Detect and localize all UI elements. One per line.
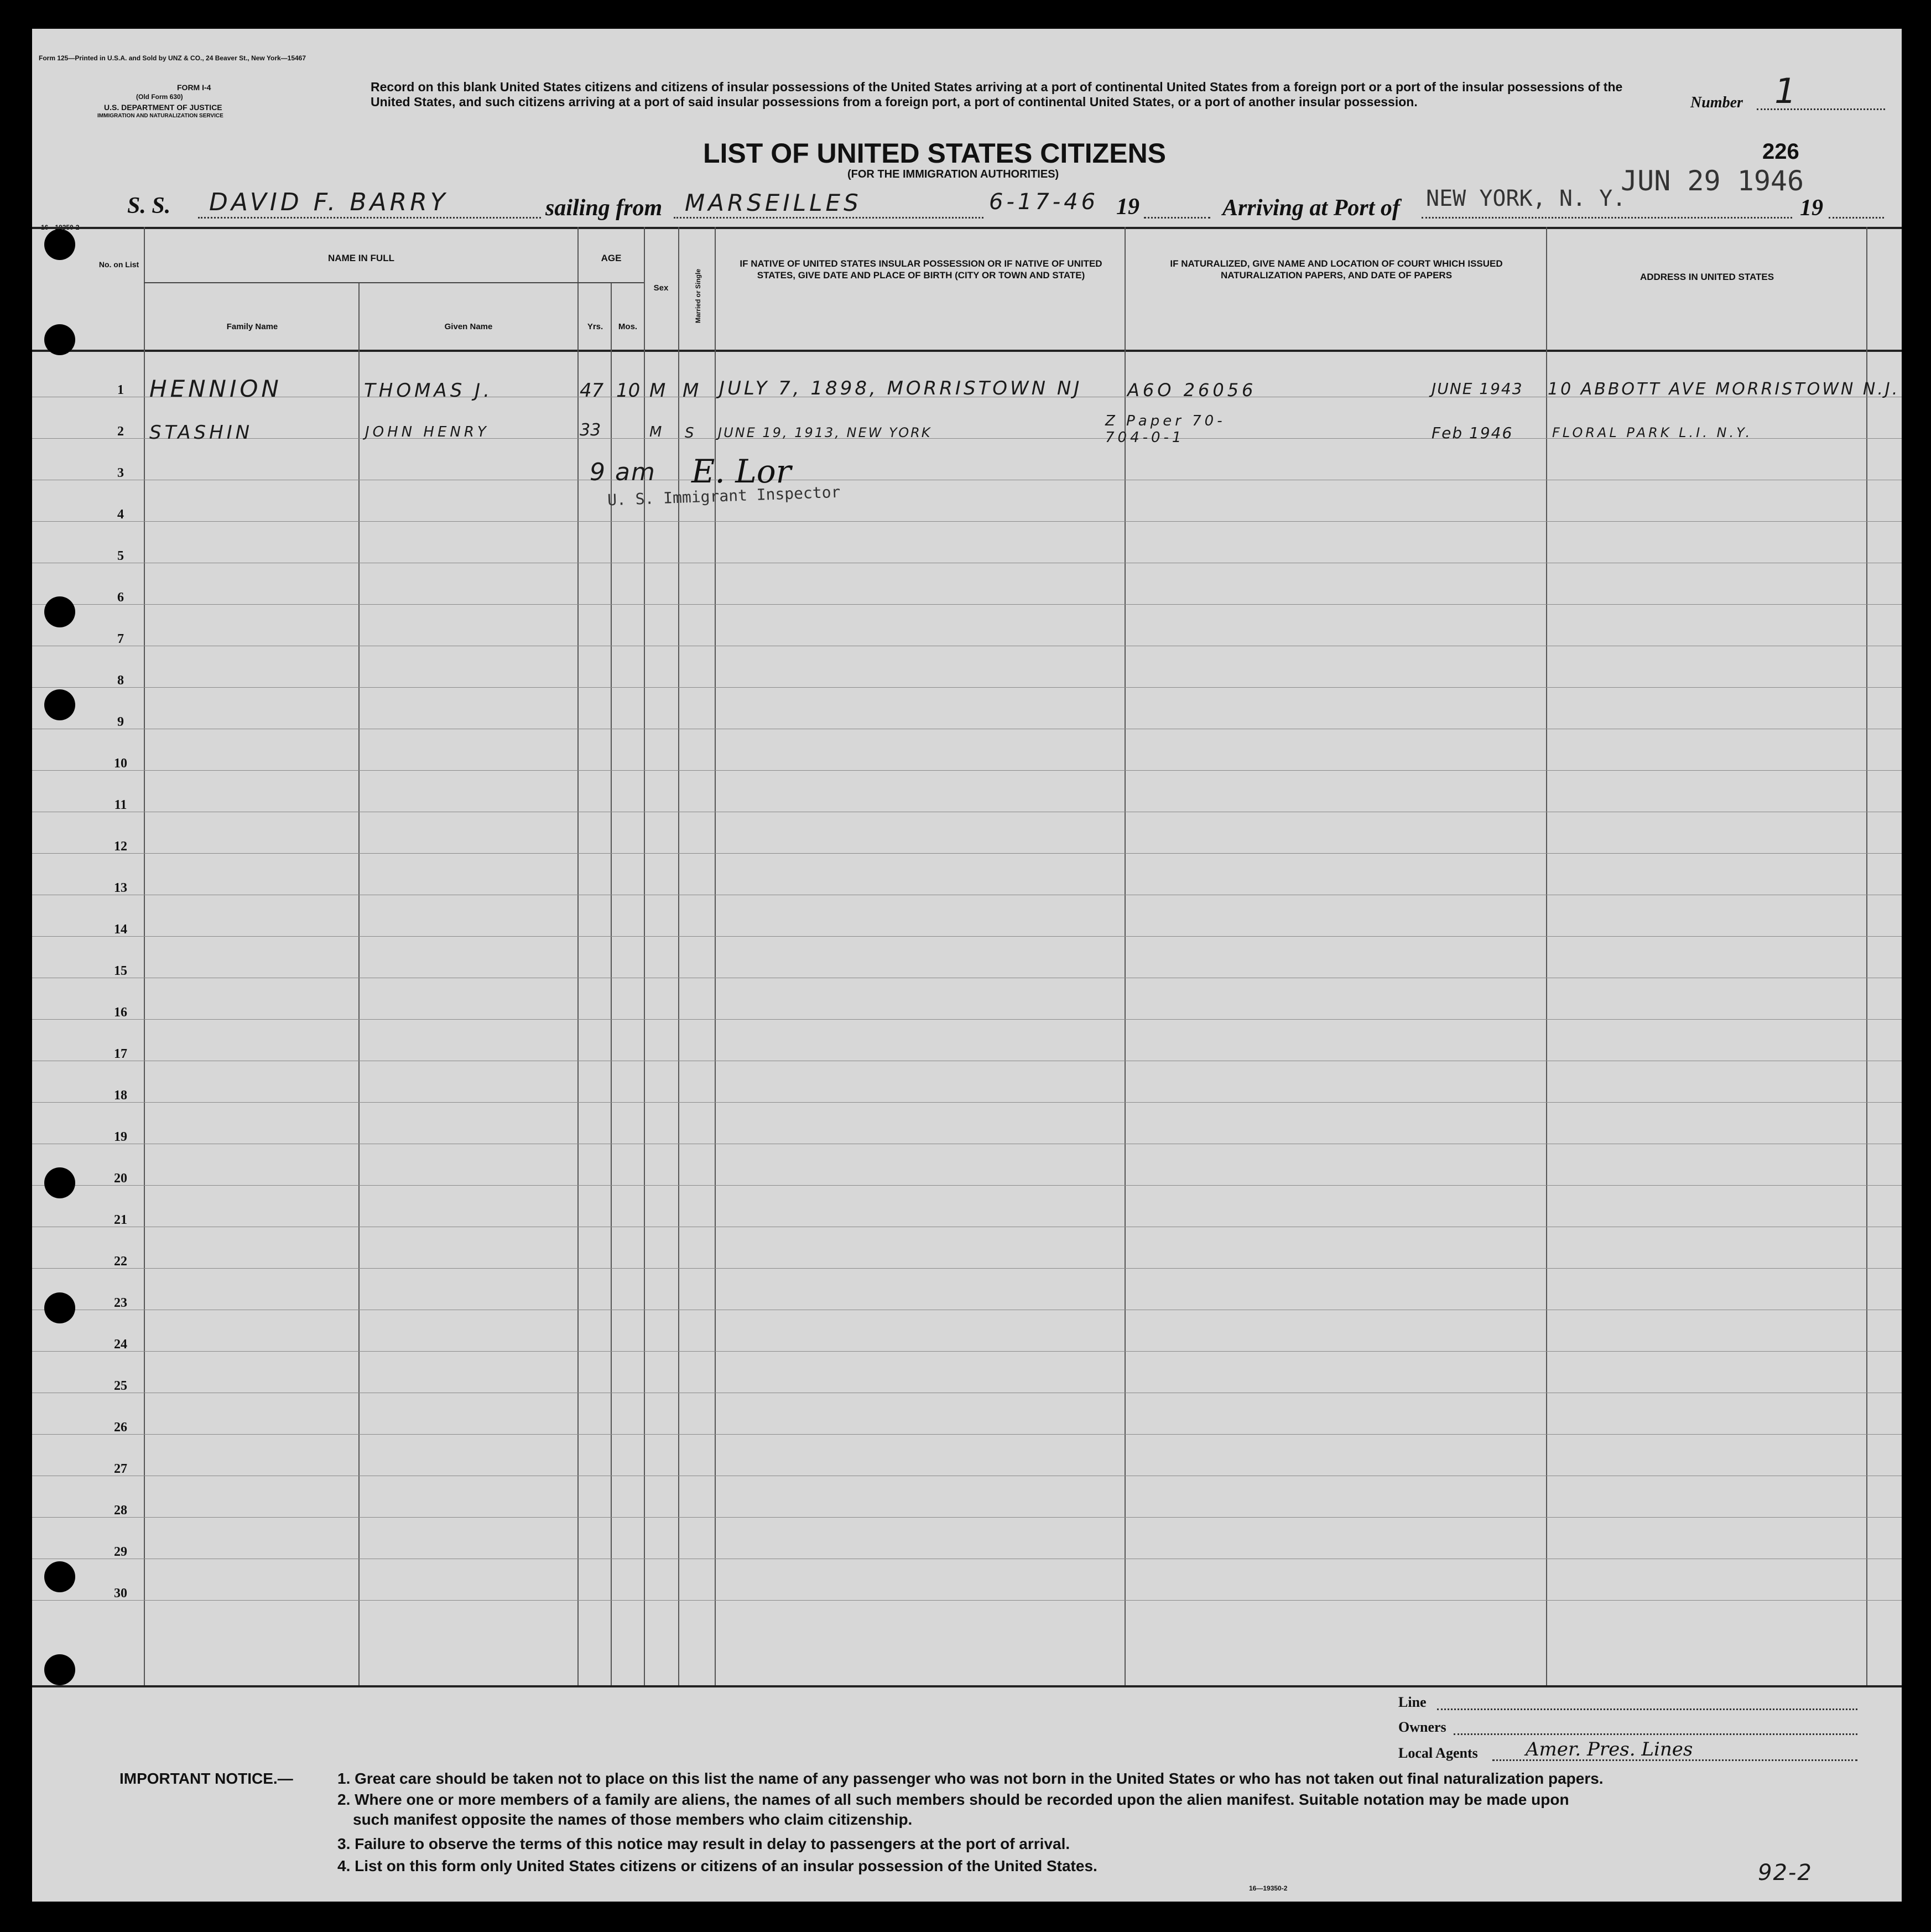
row-1-given-name: THOMAS J. xyxy=(364,380,493,402)
punch-hole xyxy=(44,689,75,720)
punch-hole xyxy=(44,1654,75,1685)
header-yrs: Yrs. xyxy=(587,322,603,331)
header-age: AGE xyxy=(601,253,622,263)
line-label: Line xyxy=(1398,1694,1427,1710)
arrival-date-stamp: JUN 29 1946 xyxy=(1621,165,1804,197)
inspection-time: 9 am xyxy=(590,458,656,486)
header-sex: Sex xyxy=(653,283,669,293)
port-from-line xyxy=(674,217,983,219)
arriving-label: Arriving at Port of xyxy=(1222,195,1400,221)
sailing-from-label: sailing from xyxy=(545,195,663,221)
row-number: 27 xyxy=(114,1462,127,1476)
header-given-name: Given Name xyxy=(444,322,493,331)
row-number: 30 xyxy=(114,1586,127,1601)
row-number: 22 xyxy=(114,1254,127,1269)
header-family-name: Family Name xyxy=(226,322,278,331)
ss-label: S. S. xyxy=(127,193,171,219)
arrival-year-line xyxy=(1829,217,1884,219)
header-address: ADDRESS IN UNITED STATES xyxy=(1639,272,1774,282)
corner-mark: 92-2 xyxy=(1758,1860,1813,1886)
year-prefix-arrival: 19 xyxy=(1800,195,1823,221)
instructions-text: Record on this blank United States citizens and citizens of insular possessions of the United States arriving at a port of continental United States from a foreign port or a port of the insular possessions of the United States, and such citizens arriving at a port of said insular possessions from a foreign port, a port of continental United States, or a port of another insular possession. xyxy=(371,80,1623,109)
form-number: FORM I-4 xyxy=(177,83,211,92)
printer-imprint: Form 125—Printed in U.S.A. and Sold by UNZ & CO., 24 Beaver St., New York—15467 xyxy=(39,54,306,62)
owners-label: Owners xyxy=(1398,1719,1446,1735)
row-number: 11 xyxy=(114,798,127,812)
old-form-number: (Old Form 630) xyxy=(136,93,183,101)
bottom-form-code: 16—19350-2 xyxy=(1249,1884,1288,1892)
local-agents-label: Local Agents xyxy=(1398,1745,1478,1761)
row-number: 12 xyxy=(114,839,127,854)
row-divider xyxy=(32,1517,1902,1518)
punch-hole xyxy=(44,1167,75,1198)
notice-heading: IMPORTANT NOTICE.— xyxy=(119,1770,293,1787)
row-number: 19 xyxy=(114,1130,127,1144)
manifest-sheet xyxy=(32,29,1902,1902)
row-divider xyxy=(32,936,1902,937)
row-divider xyxy=(32,604,1902,605)
port-from: MARSEILLES xyxy=(685,189,862,216)
departure-date: 6-17-46 xyxy=(989,189,1099,215)
row-number: 8 xyxy=(117,673,124,688)
row-number: 17 xyxy=(114,1047,127,1061)
inspector-stamp: U. S. Immigrant Inspector xyxy=(607,482,841,510)
row-number: 13 xyxy=(114,881,127,895)
subheader-line xyxy=(577,282,644,283)
row-2-sex: M xyxy=(649,424,665,440)
row-divider xyxy=(32,1102,1902,1103)
punch-hole xyxy=(44,596,75,627)
row-number: 21 xyxy=(114,1213,127,1227)
table-rows xyxy=(32,352,1902,1685)
row-number: 20 xyxy=(114,1171,127,1186)
row-number: 10 xyxy=(114,756,127,771)
row-divider xyxy=(32,521,1902,522)
local-agents-value: Amer. Pres. Lines xyxy=(1526,1738,1693,1760)
row-number: 6 xyxy=(117,590,124,605)
row-number: 28 xyxy=(114,1503,127,1518)
row-divider xyxy=(32,1019,1902,1020)
row-number: 14 xyxy=(114,922,127,937)
row-divider xyxy=(32,770,1902,771)
table-bottom-border xyxy=(32,1685,1902,1687)
subheader-line xyxy=(144,282,577,283)
row-number: 16 xyxy=(114,1005,127,1020)
row-2-address: FLORAL PARK L.I. N.Y. xyxy=(1552,425,1753,440)
row-1-age-months: 10 xyxy=(616,380,641,402)
row-number: 4 xyxy=(117,507,124,522)
row-1-birth: JULY 7, 1898, MORRISTOWN NJ xyxy=(719,377,1082,399)
row-number: 18 xyxy=(114,1088,127,1103)
row-number: 5 xyxy=(117,549,124,563)
row-2-given-name: JOHN HENRY xyxy=(365,424,490,440)
header-mos: Mos. xyxy=(618,322,638,331)
header-native-birth: IF NATIVE OF UNITED STATES INSULAR POSSESSION OR IF NATIVE OF UNITED STATES, GIVE DATE AND PLACE OF BIRTH (CITY OR TOWN AND STATE) xyxy=(740,258,1102,281)
row-2-birth: JUNE 19, 1913, NEW YORK xyxy=(718,425,932,440)
row-number: 7 xyxy=(117,632,124,646)
owners-field xyxy=(1454,1733,1857,1735)
service-name: IMMIGRATION AND NATURALIZATION SERVICE xyxy=(97,113,223,119)
row-1-naturalization: A6O 26056 xyxy=(1127,380,1257,401)
notice-item-2: 2. Where one or more members of a family are aliens, the names of all such members should be recorded upon the alien manifest. Suitable notation may be made upon xyxy=(337,1791,1569,1808)
notice-item-4: 4. List on this form only United States citizens or citizens of an insular possession of the United States. xyxy=(337,1857,1097,1874)
row-divider xyxy=(32,1185,1902,1186)
row-divider xyxy=(32,1600,1902,1601)
ship-name-line xyxy=(198,217,541,219)
form-subtitle: (FOR THE IMMIGRATION AUTHORITIES) xyxy=(847,168,1059,180)
row-2-age-years: 33 xyxy=(580,420,601,440)
notice-item-1: 1. Great care should be taken not to place on this list the name of any passenger who was not born in the United States or who has not taken out final naturalization papers. xyxy=(337,1770,1604,1787)
ship-name: DAVID F. BARRY xyxy=(209,188,449,216)
row-2-naturalization-date: Feb 1946 xyxy=(1432,424,1513,442)
departure-year-line xyxy=(1144,217,1210,219)
row-number: 9 xyxy=(117,715,124,729)
row-number: 3 xyxy=(117,466,124,480)
row-number: 26 xyxy=(114,1420,127,1435)
row-2-married: S xyxy=(685,425,698,442)
form-title: LIST OF UNITED STATES CITIZENS xyxy=(703,138,1167,169)
table-top-border xyxy=(32,227,1902,229)
passenger-table xyxy=(32,227,1902,1696)
inspector-signature: E. Lor xyxy=(691,453,792,490)
row-number: 24 xyxy=(114,1337,127,1352)
row-1-sex: M xyxy=(649,380,669,402)
number-value: 1 xyxy=(1774,71,1800,111)
row-divider xyxy=(32,1351,1902,1352)
header-married-single: Married or Single xyxy=(694,268,702,324)
number-label: Number xyxy=(1690,94,1743,111)
row-2-family-name: STASHIN xyxy=(149,422,253,444)
header-name-in-full: NAME IN FULL xyxy=(328,253,394,263)
department-name: U.S. DEPARTMENT OF JUSTICE xyxy=(104,103,222,112)
row-number: 23 xyxy=(114,1296,127,1310)
header-naturalized: IF NATURALIZED, GIVE NAME AND LOCATION OF COURT WHICH ISSUED NATURALIZATION PAPERS, AND DATE OF PAPERS xyxy=(1170,258,1503,281)
row-divider xyxy=(32,687,1902,688)
row-divider xyxy=(32,853,1902,854)
year-prefix-departure: 19 xyxy=(1116,194,1139,220)
row-number: 1 xyxy=(117,383,124,397)
row-divider xyxy=(32,1268,1902,1269)
row-1-family-name: HENNION xyxy=(149,375,282,402)
punch-hole xyxy=(44,1292,75,1323)
row-1-age-years: 47 xyxy=(580,380,604,402)
row-number: 29 xyxy=(114,1545,127,1559)
punch-hole xyxy=(44,229,75,260)
punch-hole xyxy=(44,1561,75,1592)
row-1-naturalization-date: JUNE 1943 xyxy=(1432,380,1523,398)
row-1-address: 10 ABBOTT AVE MORRISTOWN N.J. xyxy=(1548,380,1900,399)
row-number: 25 xyxy=(114,1379,127,1393)
row-2-naturalization: Z Paper 70-704-0-1 xyxy=(1105,413,1226,446)
port-to-line xyxy=(1422,217,1792,219)
row-number: 2 xyxy=(117,424,124,439)
port-to-stamp: NEW YORK, N. Y. xyxy=(1426,186,1626,211)
punch-hole xyxy=(44,324,75,355)
row-number: 15 xyxy=(114,964,127,978)
line-field xyxy=(1437,1708,1857,1710)
notice-item-2-continued: such manifest opposite the names of those members who claim citizenship. xyxy=(353,1811,913,1828)
header-no-on-list: No. on List xyxy=(98,260,139,269)
page-number: 226 xyxy=(1762,139,1799,164)
notice-item-3: 3. Failure to observe the terms of this notice may result in delay to passengers at the port of arrival. xyxy=(337,1835,1070,1852)
row-divider xyxy=(32,1434,1902,1435)
row-1-married: M xyxy=(683,380,702,402)
